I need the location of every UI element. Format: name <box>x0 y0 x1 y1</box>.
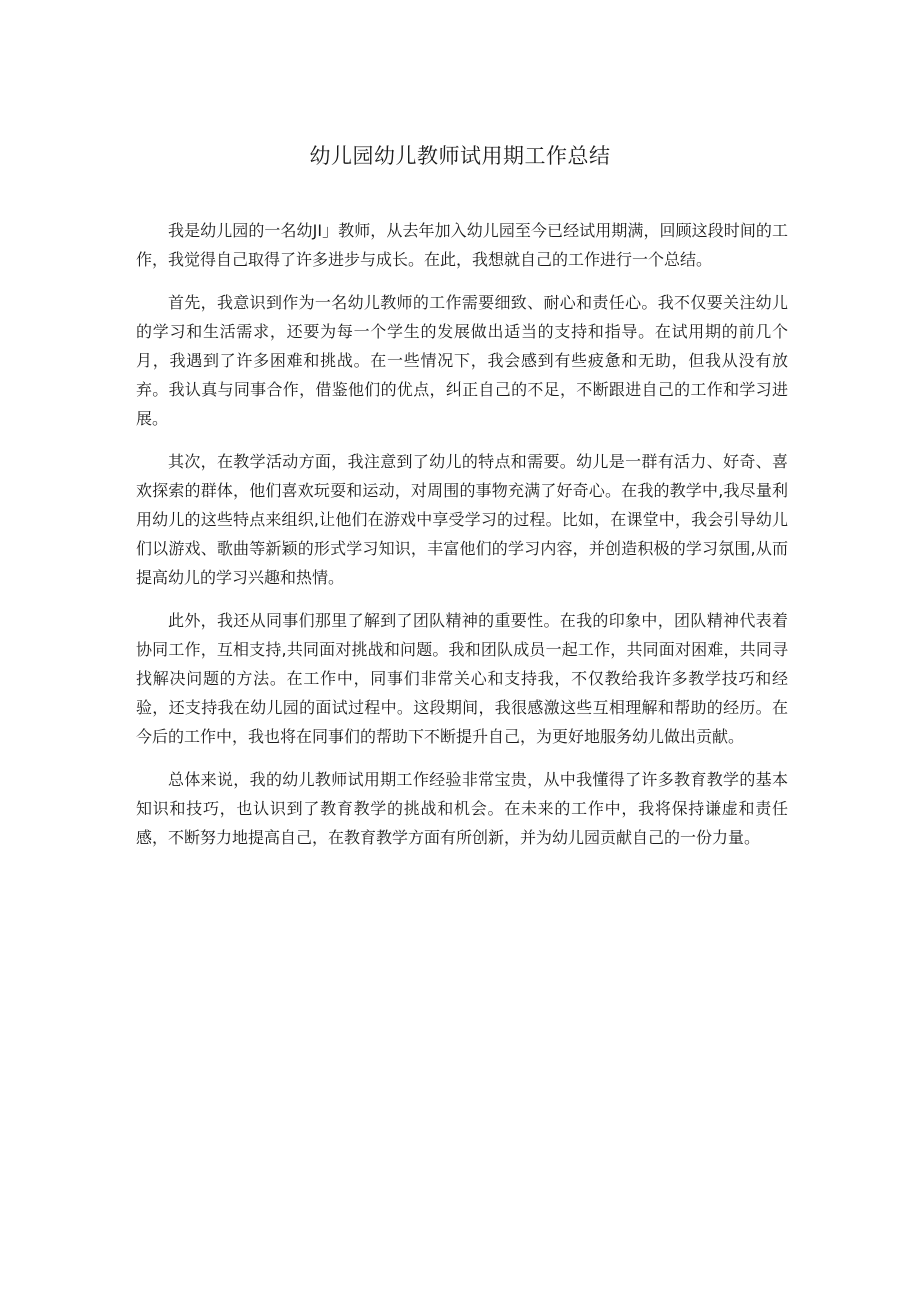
document-body <box>136 216 788 866</box>
document-title: 幼儿园幼儿教师试用期工作总结 <box>309 144 611 168</box>
paragraph-second: 其次，在教学活动方面，我注意到了幼儿的特点和需要。幼儿是一群有活力、好奇、喜欢探索的群体，他们喜欢玩耍和运动，对周围的事物充满了好奇心。在我的教学中,我尽量利用幼儿的这些特点来组织,让他们在游戏中享受学习的过程。比如，在课堂中，我会引导幼儿们以游戏、歌曲等新颖的形式学习知识，丰富他们的学习内容，并创造积极的学习氛围,从而提高幼儿的学习兴趣和热情。 <box>136 452 788 587</box>
paragraph-first: 首先，我意识到作为一名幼儿教师的工作需要细致、耐心和责任心。我不仅要关注幼儿的学习和生活需求，还要为每一个学生的发展做出适当的支持和指导。在试用期的前几个月，我遇到了许多困难和挑战。在一些情况下，我会感到有些疲惫和无助，但我从没有放弃。我认真与同事合作，借鉴他们的优点，纠正自己的不足，不断跟进自己的工作和学习进展。 <box>136 293 788 428</box>
paragraph-conclusion: 总体来说，我的幼儿教师试用期工作经验非常宝贵，从中我懂得了许多教育教学的基本知识和技巧，也认识到了教育教学的挑战和机会。在未来的工作中，我将保持谦虚和责任感，不断努力地提高自己，在教育教学方面有所创新，并为幼儿园贡献自己的一份力量。 <box>136 770 788 847</box>
paragraph-intro: 我是幼儿园的一名幼JI」教师，从去年加入幼儿园至今已经试用期满，回顾这段时间的工作，我觉得自己取得了许多进步与成长。在此，我想就自己的工作进行一个总结。 <box>136 221 788 269</box>
paragraph-teamwork: 此外，我还从同事们那里了解到了团队精神的重要性。在我的印象中，团队精神代表着协同工作，互相支持,共同面对挑战和问题。我和团队成员一起工作，共同面对困难，共同寻找解决问题的方法。在工作中，同事们非常关心和支持我，不仅教给我许多教学技巧和经验，还支持我在幼儿园的面试过程中。这段期间，我很感激这些互相理解和帮助的经历。在今后的工作中，我也将在同事们的帮助下不断提升自己，为更好地服务幼儿做出贡献。 <box>136 611 788 746</box>
